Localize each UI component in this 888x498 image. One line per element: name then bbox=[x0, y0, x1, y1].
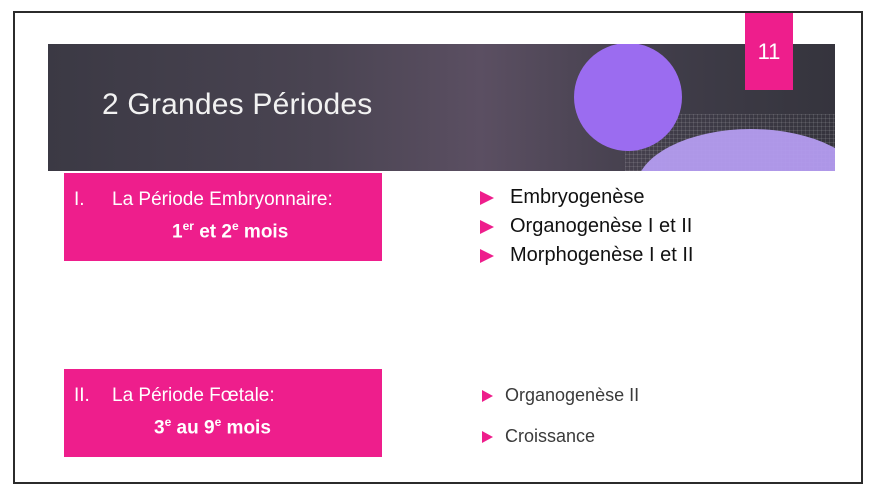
arrow-bullet-icon bbox=[482, 390, 493, 402]
arrow-bullet-icon bbox=[480, 220, 494, 234]
arrow-bullet-icon bbox=[480, 191, 494, 205]
period-range: 3e au 9e mois bbox=[154, 415, 271, 439]
arrow-bullet-icon bbox=[480, 249, 494, 263]
list-item: Organogenèse II bbox=[482, 385, 639, 426]
period-box-fetal bbox=[64, 369, 382, 457]
period-label: La Période Fœtale: bbox=[112, 385, 275, 406]
list-item: Morphogenèse I et II bbox=[480, 244, 693, 273]
period-range: 1er et 2e mois bbox=[172, 219, 289, 243]
arrow-bullet-icon bbox=[482, 431, 493, 443]
period-numeral: I. bbox=[74, 189, 85, 210]
page-number: 11 bbox=[745, 13, 793, 90]
list-item: Embryogenèse bbox=[480, 186, 693, 215]
period-label: La Période Embryonnaire: bbox=[112, 189, 333, 210]
fetal-bullet-list bbox=[482, 385, 639, 467]
slide bbox=[13, 11, 863, 484]
period-box-embryonic bbox=[64, 173, 382, 261]
period-numeral: II. bbox=[74, 385, 90, 406]
title-banner bbox=[48, 44, 835, 171]
list-item: Organogenèse I et II bbox=[480, 215, 693, 244]
embryonic-bullet-list bbox=[480, 186, 693, 273]
purple-circle-decoration bbox=[574, 44, 682, 151]
slide-title: 2 Grandes Périodes bbox=[102, 88, 373, 121]
list-item: Croissance bbox=[482, 426, 639, 467]
